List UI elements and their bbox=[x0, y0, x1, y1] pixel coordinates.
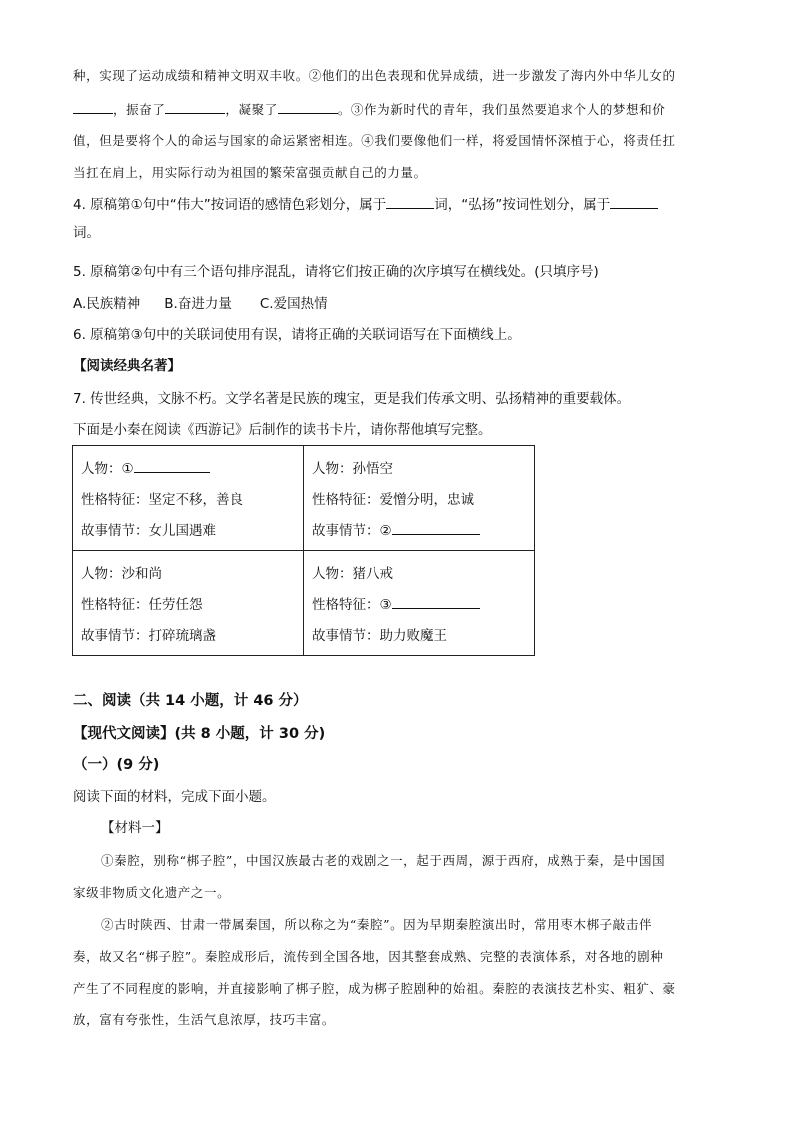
question-7: 7. 传世经典，文脉不朽。文学名著是民族的瑰宝，更是我们传承文明、弘扬精神的重要载体。 bbox=[73, 391, 631, 407]
card-trait: 性格特征：爱憎分明，忠诚 bbox=[312, 492, 474, 508]
card-cell bbox=[304, 551, 535, 656]
card-plot: 故事情节：助力败魔王 bbox=[312, 628, 447, 644]
reading-card-table bbox=[72, 445, 535, 656]
passage-line-1: 种，实现了运动成绩和精神文明双丰收。②他们的出色表现和优异成绩，进一步激发了海内外中华儿女的 bbox=[73, 68, 676, 83]
card-trait: 性格特征：任劳任怨 bbox=[81, 597, 203, 613]
modern-reading-heading: 【现代文阅读】(共 8 小题，计 30 分) bbox=[73, 726, 326, 742]
question-7-instruction: 下面是小秦在阅读《西游记》后制作的读书卡片，请你帮他填写完整。 bbox=[73, 422, 492, 438]
card-character: 人物：沙和尚 bbox=[81, 566, 162, 582]
fill-blank[interactable] bbox=[165, 99, 225, 114]
passage-line-2 bbox=[73, 99, 665, 120]
card-trait: 性格特征：坚定不移，善良 bbox=[81, 492, 243, 508]
material-line: 放，富有夸张性，生活气息浓厚，技巧丰富。 bbox=[73, 1012, 336, 1027]
fill-blank[interactable] bbox=[73, 99, 113, 114]
card-character: 人物：① bbox=[81, 454, 303, 485]
question-text: 词，“弘扬”按词性划分，属于 bbox=[434, 197, 611, 213]
question-4 bbox=[73, 194, 658, 215]
reading-instruction: 阅读下面的材料，完成下面小题。 bbox=[73, 789, 276, 805]
card-cell bbox=[304, 446, 535, 551]
material-line: 家级非物质文化遗产之一。 bbox=[73, 885, 231, 900]
question-4-end: 词。 bbox=[73, 225, 100, 241]
card-plot: 故事情节：打碎琉璃盏 bbox=[81, 628, 216, 644]
option-a: A.民族精神 bbox=[73, 296, 141, 312]
passage-text: ，振奋了 bbox=[113, 102, 166, 117]
option-b: B.奋进力量 bbox=[164, 296, 232, 312]
card-character: 人物：孙悟空 bbox=[312, 461, 393, 477]
question-5-options bbox=[73, 294, 328, 314]
material-line: 产生了不同程度的影响，并直接影响了梆子腔，成为梆子腔剧种的始祖。秦腔的表演技艺朴实、粗犷、豪 bbox=[73, 981, 676, 996]
material-line: 奏，故又名“梆子腔”。秦腔成形后，流传到全国各地，因其整套成熟、完整的表演体系，对各地的剧种 bbox=[73, 949, 664, 964]
answer-blank[interactable] bbox=[610, 194, 658, 209]
card-cell bbox=[73, 446, 304, 551]
part-one-heading: （一）(9 分) bbox=[73, 757, 160, 773]
card-cell bbox=[73, 551, 304, 656]
section-2-title: 二、阅读（共 14 小题，计 46 分） bbox=[73, 693, 308, 709]
material-line: ①秦腔，别称“梆子腔”，中国汉族最古老的戏剧之一，起于西周，源于西府，成熟于秦，是中国国 bbox=[101, 853, 666, 868]
question-5: 5. 原稿第②句中有三个语句排序混乱，请将它们按正确的次序填写在横线处。(只填序号) bbox=[73, 264, 599, 280]
material-1-title: 【材料一】 bbox=[101, 820, 169, 836]
answer-blank[interactable] bbox=[392, 520, 480, 535]
section-heading: 【阅读经典名著】 bbox=[73, 358, 181, 374]
passage-line-3: 值，但是要将个人的命运与国家的命运紧密相连。④我们要像他们一样，将爱国情怀深植于心，将责任扛 bbox=[73, 133, 676, 148]
passage-text: 。③作为新时代的青年，我们虽然要追求个人的梦想和价 bbox=[337, 102, 666, 117]
passage-line-4: 当扛在肩上，用实际行动为祖国的繁荣富强贡献自己的力量。 bbox=[73, 165, 427, 180]
passage-text: ，凝聚了 bbox=[225, 102, 278, 117]
answer-blank[interactable] bbox=[392, 594, 480, 609]
answer-blank[interactable] bbox=[386, 194, 434, 209]
question-6: 6. 原稿第③句中的关联词使用有误，请将正确的关联词语写在下面横线上。 bbox=[73, 327, 521, 343]
card-trait: 性格特征：③ bbox=[312, 590, 534, 621]
fill-blank[interactable] bbox=[278, 99, 338, 114]
answer-blank[interactable] bbox=[134, 458, 210, 473]
card-plot: 故事情节：② bbox=[312, 516, 534, 547]
card-character: 人物：猪八戒 bbox=[312, 566, 393, 582]
option-c: C.爱国热情 bbox=[259, 296, 328, 312]
question-text: 4. 原稿第①句中“伟大”按词语的感情色彩划分，属于 bbox=[73, 197, 387, 213]
material-line: ②古时陕西、甘肃一带属秦国，所以称之为“秦腔”。因为早期秦腔演出时，常用枣木梆子敲击伴 bbox=[101, 917, 653, 932]
card-plot: 故事情节：女儿国遇难 bbox=[81, 523, 216, 539]
